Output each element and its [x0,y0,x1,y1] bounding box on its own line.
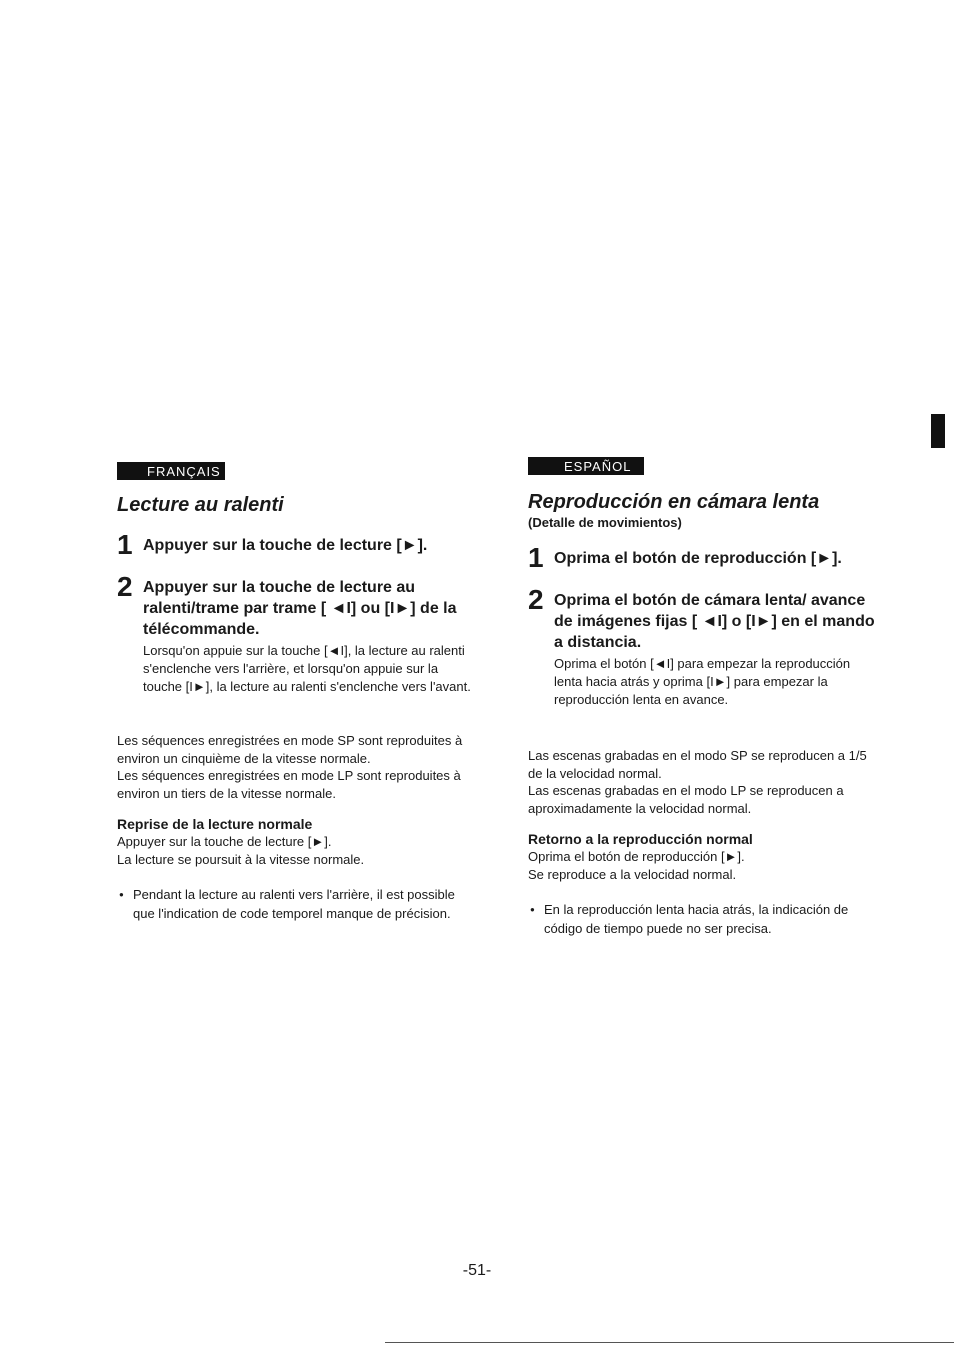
step-heading: Oprima el botón de cámara lenta/ avance de imágenes fijas [ ◄I] o [I►] en el mando a distancia. [554,592,875,651]
step-body: Lorsqu'on appuie sur la touche [◄I], la lecture au ralenti s'enclenche vers l'arrière, et lorsqu'on appuie sur la touche [I►], la lecture au ralenti s'enclenche vers l'avant. [143,643,471,694]
step-number: 2 [117,571,133,602]
notes-spanish [528,747,878,817]
step-number: 1 [117,529,133,560]
subsection-heading: Retorno a la reproducción normal [528,831,753,847]
step-number: 1 [528,542,544,573]
resume-section-spanish [528,830,878,883]
step-1-spanish [528,542,878,573]
note-lp: Les séquences enregistrées en mode LP sont reproduites à environ un tiers de la vitesse normale. [117,768,461,801]
language-label-spanish: ESPAÑOL [528,457,644,475]
section-subtitle-spanish: (Detalle de movimientos) [528,515,682,530]
step-heading: Appuyer sur la touche de lecture au ralenti/trame par trame [ ◄I] ou [I►] de la télécommande. [143,579,457,638]
note-sp: Las escenas grabadas en el modo SP se reproducen a 1/5 de la velocidad normal. [528,748,867,781]
note-sp: Les séquences enregistrées en mode SP sont reproduites à environ un cinquième de la vitesse normale. [117,733,463,766]
subsection-heading: Reprise de la lecture normale [117,816,313,832]
step-number: 2 [528,584,544,615]
step-2-spanish [528,584,878,709]
step-heading: Oprima el botón de reproducción [►]. [554,550,842,567]
page-number: -51- [462,1262,492,1279]
step-heading: Appuyer sur la touche de lecture [►]. [143,537,428,554]
section-tab-marker [931,414,945,448]
bottom-divider [385,1342,954,1343]
step-1-french [117,529,477,560]
step-2-french [117,571,477,696]
notes-french [117,732,477,802]
resume-section-french [117,815,477,868]
subsection-line-1: Appuyer sur la touche de lecture [►]. [117,834,332,849]
french-column [117,462,477,923]
step-body: Oprima el botón [◄I] para empezar la reproducción lenta hacia atrás y oprima [I►] para empezar la reproducción lenta en avance. [554,656,851,707]
subsection-line-2: Se reproduce a la velocidad normal. [528,866,737,882]
language-label-french: FRANÇAIS [117,462,225,480]
bullet-note-spanish: ● En la reproducción lenta hacia atrás, la indicación de código de tiempo puede no ser precisa. [528,900,878,938]
bullet-note-french: ● Pendant la lecture au ralenti vers l'arrière, il est possible que l'indication de code temporel manque de précision. [117,885,477,923]
subsection-line-1: Oprima el botón de reproducción [►]. [528,849,745,864]
note-lp: Las escenas grabadas en el modo LP se reproducen a aproximadamente la velocidad normal. [528,783,844,816]
spanish-column [528,457,878,938]
section-title-french: Lecture au ralenti [117,494,284,516]
section-title-spanish: Reproducción en cámara lenta [528,491,820,513]
subsection-line-2: La lecture se poursuit à la vitesse normale. [117,851,365,867]
